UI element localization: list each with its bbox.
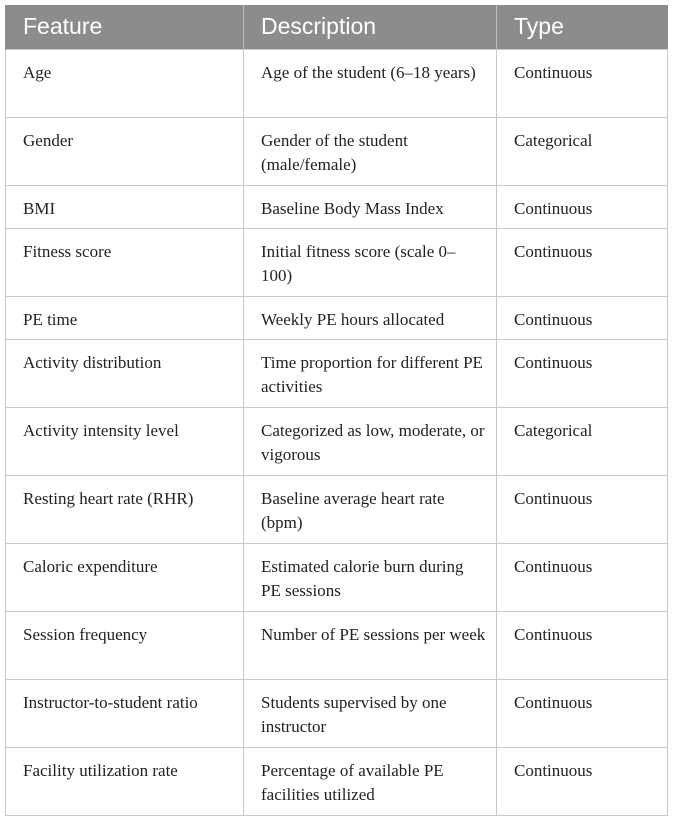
table-row <box>6 475 668 543</box>
cell-type: Continuous <box>497 611 668 679</box>
cell-type: Continuous <box>497 543 668 611</box>
header-row <box>6 5 668 49</box>
cell-feature: Fitness score <box>6 228 244 296</box>
table-row <box>6 543 668 611</box>
table-row <box>6 611 668 679</box>
table-header <box>6 5 668 49</box>
table-row <box>6 228 668 296</box>
cell-type: Continuous <box>497 185 668 228</box>
table-row <box>6 747 668 815</box>
cell-description: Baseline Body Mass Index <box>244 185 497 228</box>
cell-type: Continuous <box>497 339 668 407</box>
cell-feature: Activity distribution <box>6 339 244 407</box>
cell-description: Percentage of available PE facilities utilized <box>244 747 497 815</box>
cell-description: Students supervised by one instructor <box>244 679 497 747</box>
cell-description: Estimated calorie burn during PE sessions <box>244 543 497 611</box>
table-row <box>6 296 668 339</box>
cell-type: Continuous <box>497 296 668 339</box>
header-feature: Feature <box>6 5 244 49</box>
cell-feature: BMI <box>6 185 244 228</box>
cell-type: Continuous <box>497 679 668 747</box>
cell-feature: Resting heart rate (RHR) <box>6 475 244 543</box>
cell-description: Baseline average heart rate (bpm) <box>244 475 497 543</box>
cell-feature: Session frequency <box>6 611 244 679</box>
cell-feature: PE time <box>6 296 244 339</box>
cell-description: Number of PE sessions per week <box>244 611 497 679</box>
feature-table <box>5 5 668 816</box>
table-row <box>6 117 668 185</box>
cell-feature: Caloric expenditure <box>6 543 244 611</box>
cell-feature: Activity intensity level <box>6 407 244 475</box>
table-row <box>6 407 668 475</box>
cell-description: Initial fitness score (scale 0–100) <box>244 228 497 296</box>
cell-type: Continuous <box>497 228 668 296</box>
cell-description: Age of the student (6–18 years) <box>244 49 497 117</box>
cell-description: Gender of the student (male/female) <box>244 117 497 185</box>
cell-feature: Gender <box>6 117 244 185</box>
table-row <box>6 49 668 117</box>
header-type: Type <box>497 5 668 49</box>
cell-type: Categorical <box>497 117 668 185</box>
cell-type: Continuous <box>497 475 668 543</box>
table-row <box>6 339 668 407</box>
header-description: Description <box>244 5 497 49</box>
cell-feature: Instructor-to-student ratio <box>6 679 244 747</box>
cell-type: Categorical <box>497 407 668 475</box>
cell-feature: Age <box>6 49 244 117</box>
cell-type: Continuous <box>497 49 668 117</box>
cell-description: Time proportion for different PE activities <box>244 339 497 407</box>
table-row <box>6 185 668 228</box>
feature-table-container <box>5 5 667 816</box>
cell-type: Continuous <box>497 747 668 815</box>
table-body <box>6 49 668 815</box>
table-row <box>6 679 668 747</box>
cell-description: Categorized as low, moderate, or vigorous <box>244 407 497 475</box>
cell-feature: Facility utilization rate <box>6 747 244 815</box>
cell-description: Weekly PE hours allocated <box>244 296 497 339</box>
